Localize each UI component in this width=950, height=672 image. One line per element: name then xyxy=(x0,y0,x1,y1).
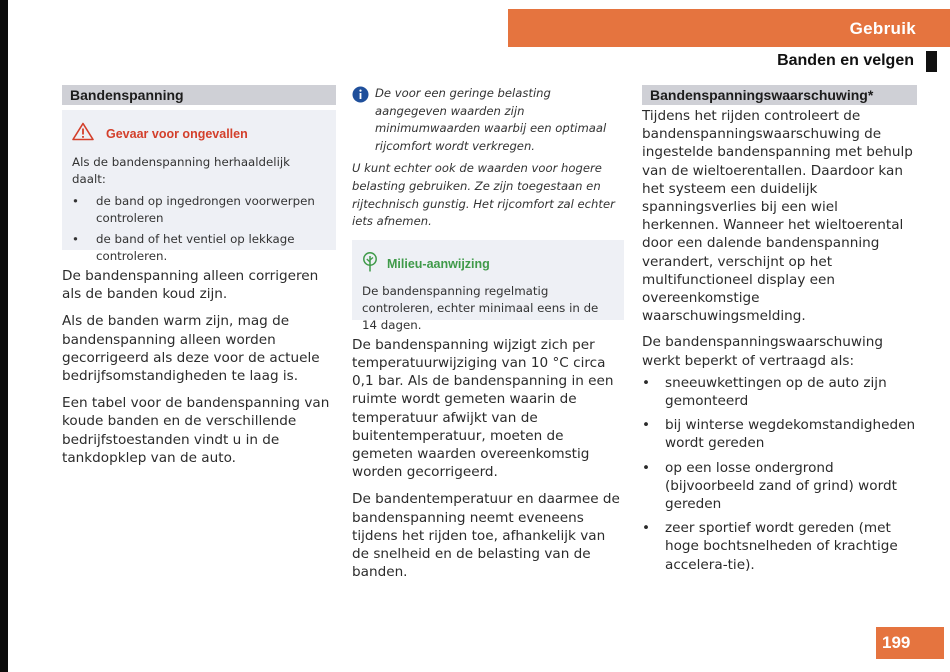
environment-box xyxy=(352,240,624,332)
column-middle xyxy=(352,85,624,581)
condition-list xyxy=(642,374,917,574)
environment-text: De bandenspanning regelmatig controleren, echter minimaal eens in de 14 dagen. xyxy=(362,283,599,332)
column-left xyxy=(62,85,336,467)
info-note xyxy=(352,85,624,155)
list-item: • de band of het ventiel op lekkage controleren. xyxy=(72,231,326,265)
paragraph: De bandenspanning wijzigt zich per temperatuurwijziging van 10 °C circa 0,1 bar. Als de bandenspanning in een ruimte wordt gemeten waarin de temperatuur afwijkt van de buitentemperatuur, moeten de gemeten waarden overeenkomstig worden gecorrigeerd. xyxy=(352,336,614,481)
environment-leaf-icon xyxy=(362,252,378,276)
environment-header xyxy=(362,252,614,276)
section-marker xyxy=(926,51,937,72)
info-text: U kunt echter ook de waarden voor hogere belasting gebruiken. Ze zijn toegestaan en rijtechnisch gunstig. Het rijcomfort zal echter iets afnemen. xyxy=(352,161,615,229)
paragraph: De bandenspanning alleen corrigeren als de banden koud zijn. xyxy=(62,268,319,303)
warning-list xyxy=(72,193,326,265)
paragraph: Een tabel voor de bandenspanning van koude banden en de verschillende bedrijfstoestanden vindt u in de tankdopklep van de auto. xyxy=(62,395,330,466)
warning-header xyxy=(72,122,326,145)
list-item: • de band op ingedrongen voorwerpen controleren xyxy=(72,193,326,227)
list-item: • op een losse ondergrond (bijvoorbeeld zand of grind) wordt gereden xyxy=(642,459,917,514)
section-title: Banden en velgen xyxy=(777,52,914,69)
paragraph: De bandentemperatuur en daarmee de bandenspanning neemt eveneens tijdens het rijden toe, afhankelijk van de snelheid en de belasting van de banden. xyxy=(352,491,620,581)
warning-title: Gevaar voor ongevallen xyxy=(106,126,248,141)
column-right xyxy=(642,85,917,580)
paragraph: De bandenspanningswaarschuwing werkt beperkt of vertraagd als: xyxy=(642,334,884,369)
chapter-bar xyxy=(508,9,950,47)
paragraph: Tijdens het rijden controleert de bandenspanningswaarschuwing de ingestelde bandenspanning met behulp van de wieltoerentallen. Daardoor kan het systeem een duidelijk spanningsverlies bij een wiel herkennen. Wanneer het wieltoerental door een dalende bandenspanning verandert, verschijnt op het multifunctioneel display een overeenkomstige waarschuwingsmelding. xyxy=(642,108,913,325)
paragraph: Als de banden warm zijn, mag de bandenspanning alleen worden gecorrigeerd als deze voor de actuele bedrijfsomstandigheden te laag is. xyxy=(62,313,320,385)
heading-bandenspanningswaarschuwing: Bandenspanningswaarschuwing* xyxy=(642,85,917,105)
page-number-box xyxy=(876,627,944,659)
chapter-title: Gebruik xyxy=(849,19,916,38)
warning-intro: Als de bandenspanning herhaaldelijk daalt: xyxy=(72,155,290,186)
warning-triangle-icon xyxy=(72,122,94,145)
heading-bandenspanning: Bandenspanning xyxy=(62,85,336,105)
list-item: • bij winterse wegdekomstandigheden wordt gereden xyxy=(642,416,917,452)
binding-edge xyxy=(0,0,8,672)
warning-box xyxy=(62,110,336,263)
environment-title: Milieu-aanwijzing xyxy=(387,256,490,271)
info-icon xyxy=(352,86,369,107)
page-number: 199 xyxy=(882,633,911,652)
list-item: • zeer sportief wordt gereden (met hoge bochtsnelheden of krachtige accelera-tie). xyxy=(642,519,917,574)
info-text: De voor een geringe belasting aangegeven waarden zijn minimumwaarden waarbij een optimaal rijcomfort wordt verkregen. xyxy=(375,86,607,153)
list-item: • sneeuwkettingen op de auto zijn gemonteerd xyxy=(642,374,917,410)
